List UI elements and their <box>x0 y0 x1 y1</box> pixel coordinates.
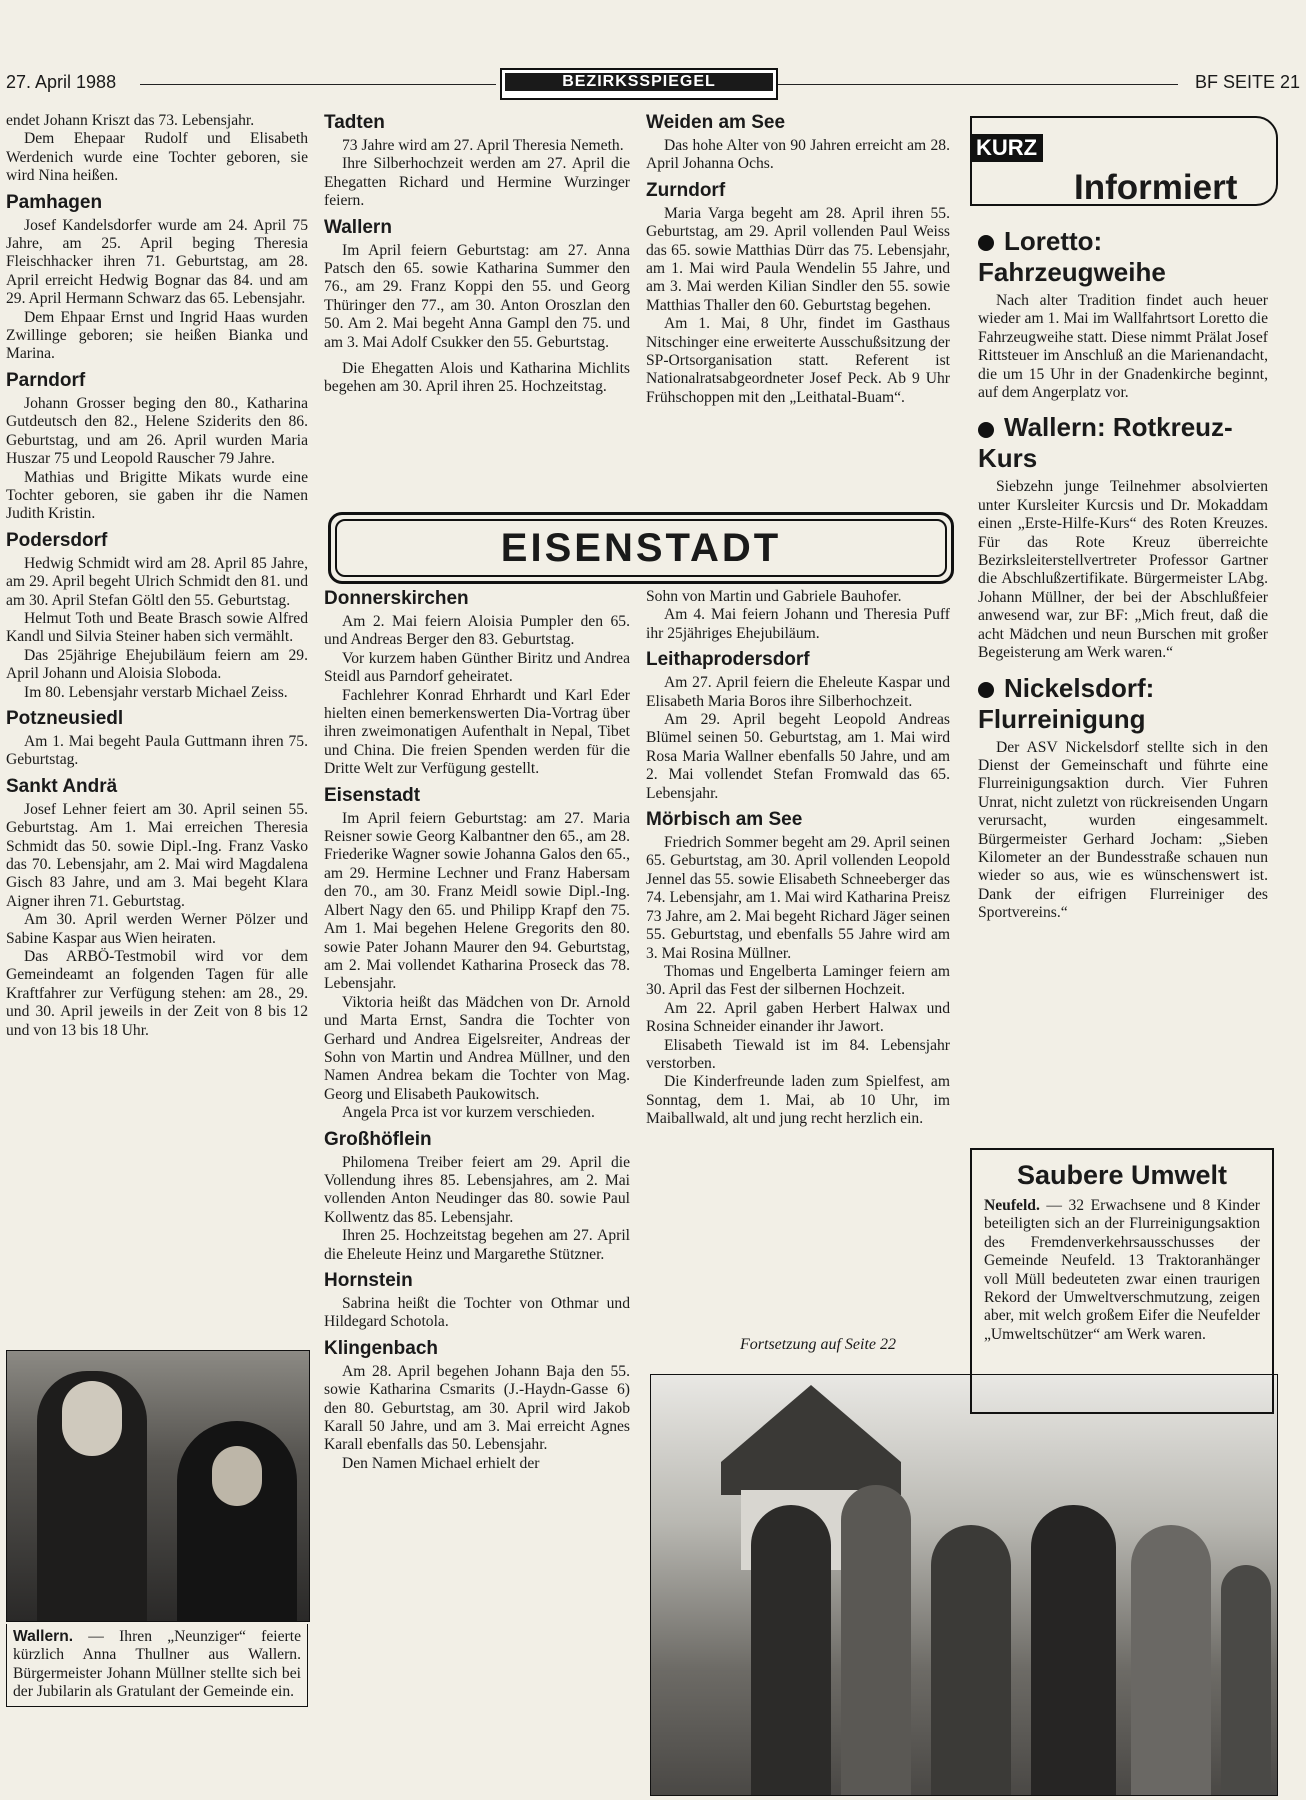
photo-face-man <box>62 1381 122 1456</box>
paragraph: 73 Jahre wird am 27. April Theresia Nemeth. <box>342 137 624 154</box>
bullet-icon <box>978 682 994 698</box>
photo-flurreinigung-group <box>650 1374 1278 1796</box>
paragraph: Angela Prca ist vor kurzem verschieden. <box>342 1104 595 1122</box>
sidebar-title: Informiert <box>1074 168 1238 207</box>
sidebar-heading-wallern <box>978 412 1268 474</box>
paragraph: Am 4. Mai feiern Johann und Theresia Puff ihr 25jähriges Ehejubiläum. <box>646 606 950 642</box>
paragraph: Dem Ehepaar Rudolf und Elisabeth Werdenich wurde eine Tochter geboren, sie wird Nina heißen. <box>6 130 308 185</box>
paragraph: Am 28. April begehen Johann Baja den 55. sowie Katharina Csmarits (J.-Haydn-Gasse 6) den 80. Geburtstag, am 30. April wird Jakob Karall 50 Jahre, und am 3. Mai erreicht Agnes Karall ebenfalls das 50. Lebensjahr. <box>324 1362 630 1454</box>
heading-klingenbach: Klingenbach <box>324 1337 439 1359</box>
paragraph: Die Kinderfreunde laden zum Spielfest, am Sonntag, dem 1. Mai, ab 10 Uhr, im Maiballwald, alt und jung recht herzlich ein. <box>646 1073 950 1128</box>
paragraph: Ihre Silberhochzeit werden am 27. April die Ehegatten Richard und Hermine Wurzinger feiern. <box>324 155 630 210</box>
paragraph: Die Ehegatten Alois und Katharina Michlits begehen am 30. April ihren 25. Hochzeitstag. <box>324 360 630 396</box>
paragraph: Sabrina heißt die Tochter von Othmar und Hildegard Schotola. <box>324 1295 630 1331</box>
caption-lead: Wallern. <box>13 1628 74 1645</box>
sidebar-news <box>978 216 1268 923</box>
box-lead: Neufeld. <box>984 1197 1040 1214</box>
paragraph: Am 22. April gaben Herbert Halwax und Rosina Schneider einander ihr Jawort. <box>646 999 950 1036</box>
page-header <box>0 68 1306 98</box>
heading-donnerskirchen: Donnerskirchen <box>324 588 469 609</box>
district-banner-title: EISENSTADT <box>335 519 947 577</box>
sidebar-heading-nickelsdorf <box>978 673 1268 735</box>
paragraph: Vor kurzem haben Günther Biritz und Andrea Steidl aus Parndorf geheiratet. <box>324 649 630 686</box>
header-rule-left <box>140 84 496 85</box>
heading-hornstein: Hornstein <box>324 1270 413 1291</box>
heading-leithaprodersdorf: Leithaprodersdorf <box>646 649 810 671</box>
box-saubere-umwelt <box>970 1148 1274 1414</box>
caption-text: — Ihren „Neunziger“ feierte kürzlich Anna Thullner aus Wallern. Bürgermeister Johann Müllner stellte sich bei der Jubilarin als Gratulant der Gemeinde ein. <box>13 1628 301 1701</box>
photo-person <box>931 1525 1011 1795</box>
column-2-bottom <box>324 588 630 1473</box>
paragraph: Sohn von Martin und Gabriele Bauhofer. <box>646 588 902 605</box>
sidebar-heading-loretto <box>978 226 1268 288</box>
paragraph: Thomas und Engelberta Laminger feiern am 30. April das Fest der silbernen Hochzeit. <box>646 962 950 999</box>
heading-sankt-andrae: Sankt Andrä <box>6 775 118 797</box>
heading-zurndorf: Zurndorf <box>646 179 726 201</box>
paragraph: Am 1. Mai begeht Paula Guttmann ihren 75. Geburtstag. <box>6 732 308 769</box>
paragraph: Dem Ehpaar Ernst und Ingrid Haas wurden Zwillinge geboren; sie heißen Bianka und Marina. <box>6 308 308 363</box>
page-number: BF SEITE 21 <box>1194 72 1300 92</box>
paragraph: Am 2. Mai feiern Aloisia Pumpler den 65. und Andreas Berger den 83. Geburtstag. <box>324 613 630 649</box>
photo-face-woman <box>212 1446 262 1506</box>
paragraph: Nach alter Tradition findet auch heuer wieder am 1. Mai im Wallfahrtsort Loretto die Fahrzeugweihe statt. Diese nimmt Prälat Josef Rittsteuer im Anschluß an die Marienandacht, die um 15 Uhr in der Gnadenkirche beginnt, auf dem Angerplatz vor. <box>978 292 1268 402</box>
box-body: — 32 Erwachsene und 8 Kinder beteiligten sich an der Flurreinigungsaktion des Fremdenverkehrsausschusses der Gemeinde Neufeld. 13 Traktoranhänger voll Müll bedeuteten zwar einen traurigen Rekord der Umweltverschmutzung, zeigen aber, mit welch großem Eifer die Neufelder „Umweltschützer“ am Werk waren. <box>984 1197 1260 1343</box>
paragraph: Der ASV Nickelsdorf stellte sich in den Dienst der Gemeinschaft und führte eine Flurreinigungsaktion durch. Vier Fuhren Unrat, nicht zuletzt von rückreisenden Ungarn verursacht, wurden eingesammelt. Bürgermeister Gerhard Jocham: „Sieben Kilometer an der Bundesstraße schauen nun wieder so aus, wie es wünschenswert ist. Dank der eifrigen Flurreiniger des Sportvereins.“ <box>978 738 1268 922</box>
sidebar-heading-text: Wallern: Rotkreuz-Kurs <box>978 412 1233 474</box>
paragraph: Siebzehn junge Teilnehmer absolvierten unter Kursleiter Kurcsis und Dr. Mokaddam einen „Erste-Hilfe-Kurs“ des Roten Kreuzes. Für das Rote Kreuz überreichte Bezirksleiterstellvertreter Professor Gartner die Abschlußzertifikate. Bürgermeister LAbg. Johann Müllner, der bei der Abschlußfeier anwesend war, zur BF: „Mich freut, daß die acht Mädchen und neun Burschen mit großer Begeisterung am Werk waren.“ <box>978 478 1268 662</box>
heading-podersdorf: Podersdorf <box>6 529 108 551</box>
heading-grosshoeflein: Großhöflein <box>324 1128 432 1150</box>
heading-potzneusiedl: Potzneusiedl <box>6 707 124 729</box>
sidebar-header <box>970 116 1278 206</box>
header-rule-right <box>778 84 1178 85</box>
paragraph: Am 29. April begeht Leopold Andreas Blümel seinen 50. Geburtstag, am 1. Mai wird Rosa Maria Wallner ebenfalls 50 Jahre, und am 2. Mai vollendet Stefan Fromwald das 65. Lebensjahr. <box>646 711 950 802</box>
heading-weiden: Weiden am See <box>646 112 786 133</box>
paragraph: Mathias und Brigitte Mikats wurde eine Tochter geboren, sie gaben ihr die Namen Judith Kristin. <box>6 468 308 523</box>
heading-parndorf: Parndorf <box>6 369 86 391</box>
paragraph: Philomena Treiber feiert am 29. April die Vollendung ihres 85. Lebensjahres, am 2. Mai vollenden Anton Neudinger das 80. sowie Paul Kollwentz das 85. Lebensjahr. <box>324 1153 630 1226</box>
section-label-box <box>500 68 778 100</box>
photo-person <box>1031 1505 1116 1795</box>
continuation-note: Fortsetzung auf Seite 22 <box>740 1336 896 1353</box>
box-text <box>984 1197 1260 1344</box>
sidebar-tag: KURZ <box>970 134 1043 162</box>
photo-person <box>1221 1565 1271 1795</box>
paragraph: Viktoria heißt das Mädchen von Dr. Arnold und Marta Ernst, Sandra die Tochter von Gerhard und Andrea Eigelsreiter, Andreas der Sohn von Martin und Andrea Müllner, und den Namen Andrea bekam die Tochter von Mag. Georg und Elisabeth Paukowitsch. <box>324 993 630 1103</box>
paragraph: Maria Varga begeht am 28. April ihren 55. Geburtstag, am 29. April vollenden Paul Weiss das 65. sowie Matthias Dürr das 75. Lebensjahr, am 1. Mai wird Paula Wendelin 55 Jahre, und am 3. Mai werden Kilian Sindler den 55. sowie Matthias Thaller den 60. Geburtstag begehen. <box>646 204 950 314</box>
paragraph: Josef Kandelsdorfer wurde am 24. April 75 Jahre, am 25. April beging Theresia Fleischhacker ihren 71. Geburtstag, am 28. April erreicht Hedwig Bognar das 84. und am 29. April Hermann Schwarz das 65. Lebensjahr. <box>6 216 308 308</box>
paragraph: Hedwig Schmidt wird am 28. April 85 Jahre, am 29. April begeht Ulrich Schmidt den 81. und am 30. April Stefan Göltl den 55. Geburtstag. <box>6 554 308 609</box>
paragraph: Helmut Toth und Beate Brasch sowie Alfred Kandl und Silvia Steiner haben sich vermählt. <box>6 609 308 646</box>
paragraph: Am 30. April werden Werner Pölzer und Sabine Kaspar aus Wien heiraten. <box>6 911 308 947</box>
paragraph: Fachlehrer Konrad Ehrhardt und Karl Eder hielten einen bemerkenswerten Dia-Vortrag über ihren zweimonatigen Aufenthalt in Nepal, Tibet und China. Die freien Spenden werden für die Dritte Welt zur Verfügung gestellt. <box>324 686 630 778</box>
bullet-icon <box>978 235 994 251</box>
paragraph: Am 1. Mai, 8 Uhr, findet im Gasthaus Nitschinger eine erweiterte Ausschußsitzung der SP-Ortsorganisation statt. Referent ist Nationalratsabgeordneter Josef Peck. Ab 9 Uhr Frühschoppen mit den „Leithatal-Buam“. <box>646 315 950 406</box>
box-title: Saubere Umwelt <box>1016 1160 1228 1190</box>
district-banner <box>328 512 954 584</box>
photo-wallern-jubilee <box>6 1350 310 1622</box>
heading-pamhagen: Pamhagen <box>6 191 103 213</box>
sidebar-heading-text: Nickelsdorf: Flurreinigung <box>978 672 1155 734</box>
heading-tadten: Tadten <box>324 112 385 133</box>
sidebar-heading-text: Loretto: Fahrzeugweihe <box>978 226 1166 287</box>
section-label: BEZIRKSSPIEGEL <box>505 73 773 91</box>
photo-caption-wallern <box>6 1624 308 1707</box>
photo-house-roof <box>721 1385 901 1495</box>
column-3-top <box>646 112 950 407</box>
paragraph: Im April feiern Geburtstag: am 27. Anna Patsch den 65. sowie Katharina Summer den 76., am 29. Franz Koppi den 55. und Georg Thüringer den 77., am 30. Anton Oroszlan den 50. Am 2. Mai begeht Anna Gampl den 75. und am 3. Mai Adolf Csukker den 55. Geburtstag. <box>324 241 630 351</box>
bullet-icon <box>978 422 994 438</box>
column-2-top <box>324 112 630 397</box>
paragraph: Das ARBÖ-Testmobil wird vor dem Gemeindeamt an folgenden Tagen für alle Kraftfahrer zur Verfügung stehen: am 28., 29. und 30. April jeweils in der Zeit von 8 bis 12 und von 13 bis 18 Uhr. <box>6 948 308 1039</box>
paragraph: Ihren 25. Hochzeitstag begehen am 27. April die Eheleute Heinz und Margarethe Stützner. <box>324 1227 630 1263</box>
heading-moerbisch: Mörbisch am See <box>646 809 803 831</box>
photo-person <box>841 1485 911 1795</box>
heading-wallern: Wallern <box>324 216 392 238</box>
paragraph: Den Namen Michael erhielt der <box>342 1454 540 1472</box>
heading-eisenstadt: Eisenstadt <box>324 784 421 806</box>
paragraph: Im April feiern Geburtstag: am 27. Maria Reisner sowie Georg Kalbantner den 65., am 28. Friederike Wagner sowie Johanna Galos den 65., am 29. Hermine Lechner und Franz Habersam den 70., am 30. Franz Meidl sowie Dipl.-Ing. Albert Nagy den 65. und Philipp Krapf den 75. Am 1. Mai begehen Helene Gregorits den 80. sowie Pater Johann Maurer den 94. Geburtstag, am 2. Mai vollendet Katharina Proseck das 78. Lebensjahr. <box>324 809 630 993</box>
column-3-bottom <box>646 588 950 1129</box>
paragraph: Friedrich Sommer begeht am 29. April seinen 65. Geburtstag, am 30. April vollenden Leopold Jennel das 55. sowie Elisabeth Schneeberger das 74. Lebensjahr, am 1. Mai wird Katharina Preisz 73 Jahre, am 2. Mai begeht Richard Jäger seinen 55. Geburtstag, und ebenfalls 55 Jahre wird am 3. Mai Rosina Müllner. <box>646 834 950 962</box>
issue-date: 27. April 1988 <box>6 72 117 92</box>
paragraph: Josef Lehner feiert am 30. April seinen 55. Geburtstag. Am 1. Mai erreichen Theresia Schmidt das 50. sowie Dipl.-Ing. Franz Vasko das 70. Lebensjahr, am 2. Mai wird Magdalena Gisch 83 Jahre, und am 3. Mai begeht Klara Aigner ihren 71. Geburtstag. <box>6 800 308 910</box>
paragraph: endet Johann Kriszt das 73. Lebensjahr. <box>6 112 255 129</box>
photo-person <box>751 1505 831 1795</box>
photo-person <box>1131 1525 1211 1795</box>
paragraph: Johann Grosser beging den 80., Katharina Gutdeutsch den 82., Helene Sziderits den 86. Geburtstag, und am 26. April wurden Maria Huszar 75 und Leopold Rauscher 79 Jahre. <box>6 394 308 468</box>
paragraph: Im 80. Lebensjahr verstarb Michael Zeiss. <box>24 683 288 701</box>
paragraph: Das 25jährige Ehejubiläum feiern am 29. April Johann und Aloisia Sloboda. <box>6 646 308 683</box>
paragraph: Am 27. April feiern die Eheleute Kaspar und Elisabeth Maria Boros ihre Silberhochzeit. <box>646 674 950 710</box>
column-1 <box>6 112 308 1040</box>
paragraph: Das hohe Alter von 90 Jahren erreicht am 28. April Johanna Ochs. <box>646 137 950 173</box>
paragraph: Elisabeth Tiewald ist im 84. Lebensjahr verstorben. <box>646 1036 950 1072</box>
